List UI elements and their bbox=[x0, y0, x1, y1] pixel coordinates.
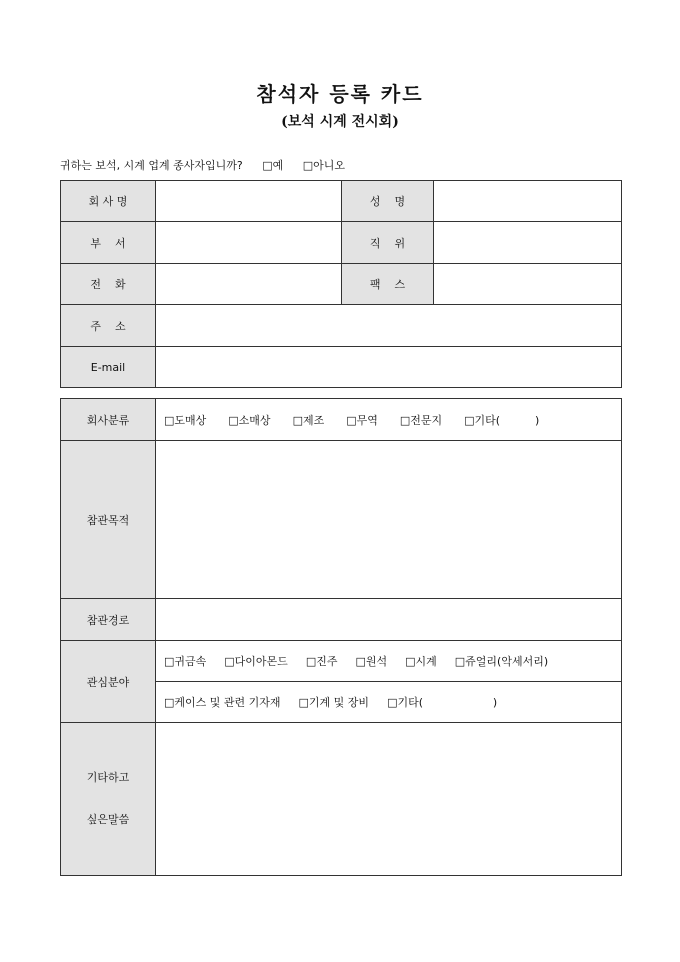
position-field[interactable] bbox=[434, 222, 622, 264]
company-type-options bbox=[156, 399, 622, 441]
interest-options-row1 bbox=[156, 641, 622, 682]
wholesale-checkbox[interactable]: □도매상 bbox=[164, 413, 207, 427]
precious-metal-checkbox[interactable]: □귀금속 bbox=[164, 655, 207, 668]
purpose-field[interactable] bbox=[156, 441, 622, 599]
company-name-field[interactable] bbox=[156, 181, 342, 222]
question-text: 귀하는 보석, 시계 업계 종사자입니까? bbox=[60, 159, 243, 172]
visit-info-table bbox=[60, 398, 622, 876]
company-type-label: 회사분류 bbox=[61, 399, 156, 441]
jewelry-checkbox[interactable]: □쥬얼리(악세서리) bbox=[454, 655, 549, 668]
other-interest-checkbox[interactable]: □기타( ) bbox=[387, 696, 498, 709]
manufacturing-checkbox[interactable]: □제조 bbox=[292, 413, 325, 427]
other-type-checkbox[interactable]: □기타( ) bbox=[464, 413, 540, 427]
department-field[interactable] bbox=[156, 222, 342, 264]
name-label: 성 명 bbox=[342, 181, 434, 222]
fax-field[interactable] bbox=[434, 264, 622, 305]
industry-question bbox=[60, 157, 345, 173]
email-field[interactable] bbox=[156, 347, 622, 388]
pearl-checkbox[interactable]: □진주 bbox=[305, 655, 338, 668]
no-checkbox[interactable]: □아니오 bbox=[302, 159, 346, 172]
address-label: 주 소 bbox=[61, 305, 156, 347]
case-materials-checkbox[interactable]: □케이스 및 관련 기자재 bbox=[164, 696, 281, 709]
position-label: 직 위 bbox=[342, 222, 434, 264]
department-label: 부 서 bbox=[61, 222, 156, 264]
gemstone-checkbox[interactable]: □원석 bbox=[355, 655, 388, 668]
other-comments-field[interactable] bbox=[156, 723, 622, 876]
route-label: 참관경로 bbox=[61, 599, 156, 641]
phone-field[interactable] bbox=[156, 264, 342, 305]
diamond-checkbox[interactable]: □다이아몬드 bbox=[224, 655, 288, 668]
page-title: 참석자 등록 카드 bbox=[256, 82, 424, 106]
machinery-checkbox[interactable]: □기계 및 장비 bbox=[298, 696, 370, 709]
other-comments-label-line1: 기타하고 bbox=[86, 771, 130, 784]
contact-info-table bbox=[60, 180, 622, 388]
page-subtitle: (보석 시계 전시회) bbox=[281, 114, 399, 130]
company-name-label: 회 사 명 bbox=[61, 181, 156, 222]
other-comments-label-line2: 싶은말씀 bbox=[86, 813, 130, 826]
address-field[interactable] bbox=[156, 305, 622, 347]
phone-label: 전 화 bbox=[61, 264, 156, 305]
retail-checkbox[interactable]: □소매상 bbox=[228, 413, 271, 427]
trade-press-checkbox[interactable]: □전문지 bbox=[399, 413, 443, 427]
name-field[interactable] bbox=[434, 181, 622, 222]
interest-options-row2 bbox=[156, 682, 622, 723]
fax-label: 팩 스 bbox=[342, 264, 434, 305]
other-comments-label bbox=[61, 723, 156, 876]
watch-checkbox[interactable]: □시계 bbox=[405, 655, 437, 668]
trade-checkbox[interactable]: □무역 bbox=[346, 413, 378, 427]
purpose-label: 참관목적 bbox=[61, 441, 156, 599]
route-field[interactable] bbox=[156, 599, 622, 641]
interest-label: 관심분야 bbox=[61, 641, 156, 723]
email-label: E-mail bbox=[61, 347, 156, 388]
yes-checkbox[interactable]: □예 bbox=[262, 159, 284, 172]
